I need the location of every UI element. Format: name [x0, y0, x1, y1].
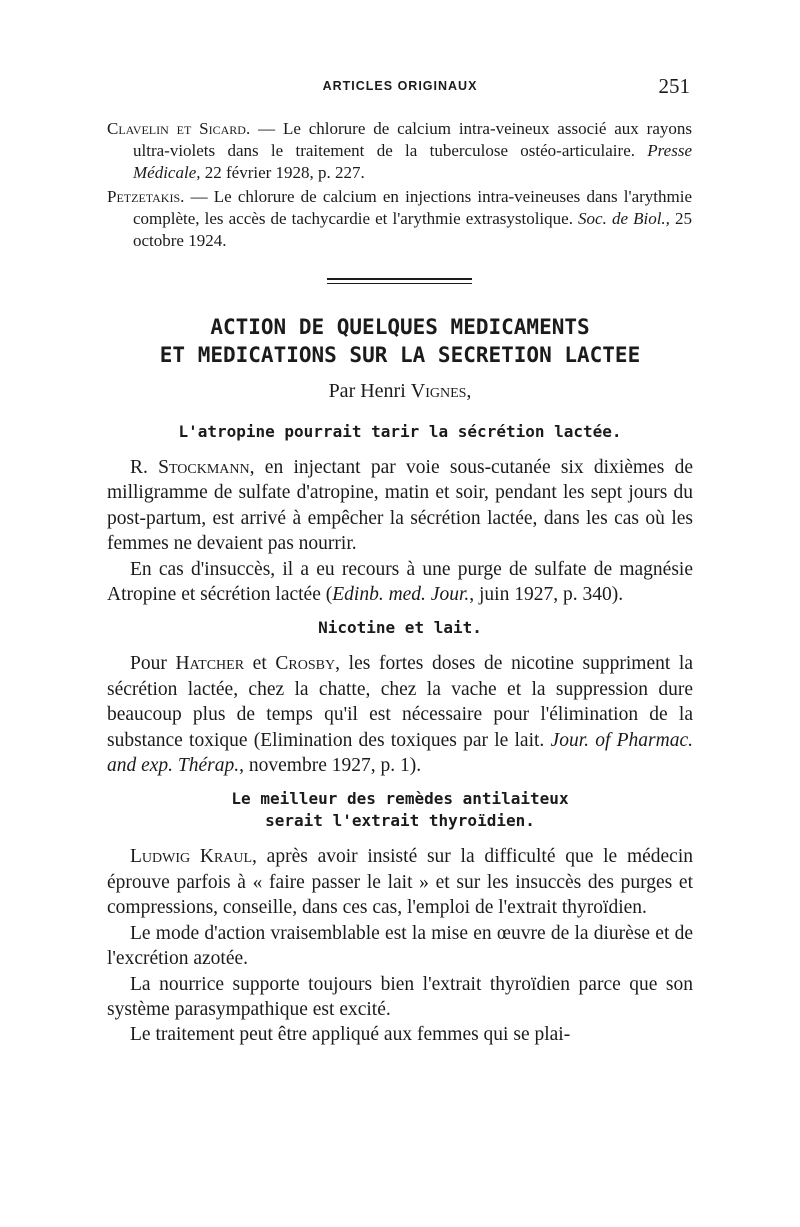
paragraph-text: En cas d'insuccès, il a eu recours à une purge de sulfate de magnésie Atropine et sécrétion lactée (: [107, 558, 693, 606]
reference-item: [107, 186, 692, 252]
reference-authors: Petzetakis.: [107, 187, 185, 206]
author-surname: Vignes,: [410, 380, 472, 402]
body-paragraph: [107, 651, 693, 778]
paragraph-text: Pour: [130, 653, 176, 675]
body-paragraph: [107, 557, 693, 608]
paragraph-text: La nourrice supporte toujours bien l'extrait thyroïdien parce que son système parasympathique est excité.: [107, 973, 693, 1020]
article-body: [107, 421, 693, 1048]
paragraph-text: , juin 1927, p. 340).: [469, 584, 624, 606]
reference-item: [107, 118, 692, 184]
author-name: R. Stockmann,: [130, 457, 255, 478]
separator-rule: [327, 278, 472, 280]
section-heading: [107, 421, 693, 443]
page-header: [0, 74, 800, 98]
citation-source: Jour. of Pharmac. and exp. Thérap.: [107, 729, 693, 777]
separator-rule: [327, 283, 472, 284]
running-head: ARTICLES ORIGINAUX: [322, 79, 478, 93]
article-author: [0, 380, 800, 403]
reference-source: Soc. de Biol.,: [578, 209, 670, 228]
section-heading: [107, 617, 693, 639]
section-heading-line: serait l'extrait thyroïdien.: [265, 811, 535, 831]
paragraph-text: les fortes doses de nicotine suppriment la sécrétion lactée, chez la chatte, chez la vache et la suppression dure beaucoup plus de temps qu'il est nécessaire pour l'élimination de la substance toxique (Elimination des toxiques par le lait.: [107, 653, 693, 751]
paragraph-text: en injectant par voie sous-cutanée six dixièmes de milligramme de sulfate d'atropine, matin et soir, pendant les sept jours du post-partum, est arrivé à empêcher la sécrétion lactée, dans les cas où les femmes ne devaient pas nourrir.: [107, 457, 693, 555]
reference-text: — Le chlorure de calcium intra-veineux associé aux rayons ultra-violets dans le traitement de la tuberculose ostéo-articulaire.: [133, 119, 692, 160]
section-heading: [107, 788, 693, 832]
body-paragraph: [107, 844, 693, 920]
reference-details: 22 février 1928, p. 227.: [200, 163, 365, 182]
reference-text: — Le chlorure de calcium en injections intra-veineuses dans l'arythmie complète, les accès de tachycardie et l'arythmie extrasystolique.: [133, 187, 692, 228]
paragraph-text: Le mode d'action vraisemblable est la mise en œuvre de la diurèse et de l'excrétion azotée.: [107, 922, 693, 970]
section-spacer: [107, 778, 693, 788]
article-title-line: ACTION DE QUELQUES MEDICAMENTS: [210, 315, 590, 339]
page-number: 251: [658, 74, 690, 98]
article-title: [0, 313, 800, 369]
section-heading-line: L'atropine pourrait tarir la sécrétion lactée.: [178, 422, 622, 441]
paragraph-text: et: [244, 653, 276, 675]
article-title-line: ET MEDICATIONS SUR LA SECRETION LACTEE: [159, 343, 641, 367]
body-paragraph: [107, 972, 693, 1023]
section-spacer: [107, 607, 693, 617]
reference-list: [107, 118, 692, 254]
author-name: Ludwig Kraul,: [130, 846, 257, 868]
paragraph-text: Le traitement peut être appliqué aux femmes qui se plai-: [130, 1024, 571, 1046]
paragraph-text: après avoir insisté sur la difficulté que le médecin éprouve parfois à « faire passer le lait » et sur les insuccès des purges et compressions, conseille, dans ces cas, l'emploi de l'extrait thyroïdien.: [107, 846, 694, 919]
body-paragraph: [107, 1022, 693, 1047]
section-heading-line: Nicotine et lait.: [318, 618, 482, 638]
author-name: Crosby,: [275, 653, 340, 675]
paragraph-text: , novembre 1927, p. 1).: [239, 755, 422, 777]
body-paragraph: [107, 455, 693, 557]
citation-source: Edinb. med. Jour.: [332, 584, 470, 606]
reference-source: Presse Médicale,: [133, 141, 692, 182]
author-prefix: Par Henri: [328, 380, 411, 402]
author-name: Hatcher: [175, 653, 245, 675]
section-heading-line: Le meilleur des remèdes antilaiteux: [231, 789, 569, 809]
reference-authors: Clavelin et Sicard.: [107, 119, 251, 138]
reference-details: 25 octobre 1924.: [133, 209, 693, 250]
body-paragraph: [107, 921, 693, 972]
